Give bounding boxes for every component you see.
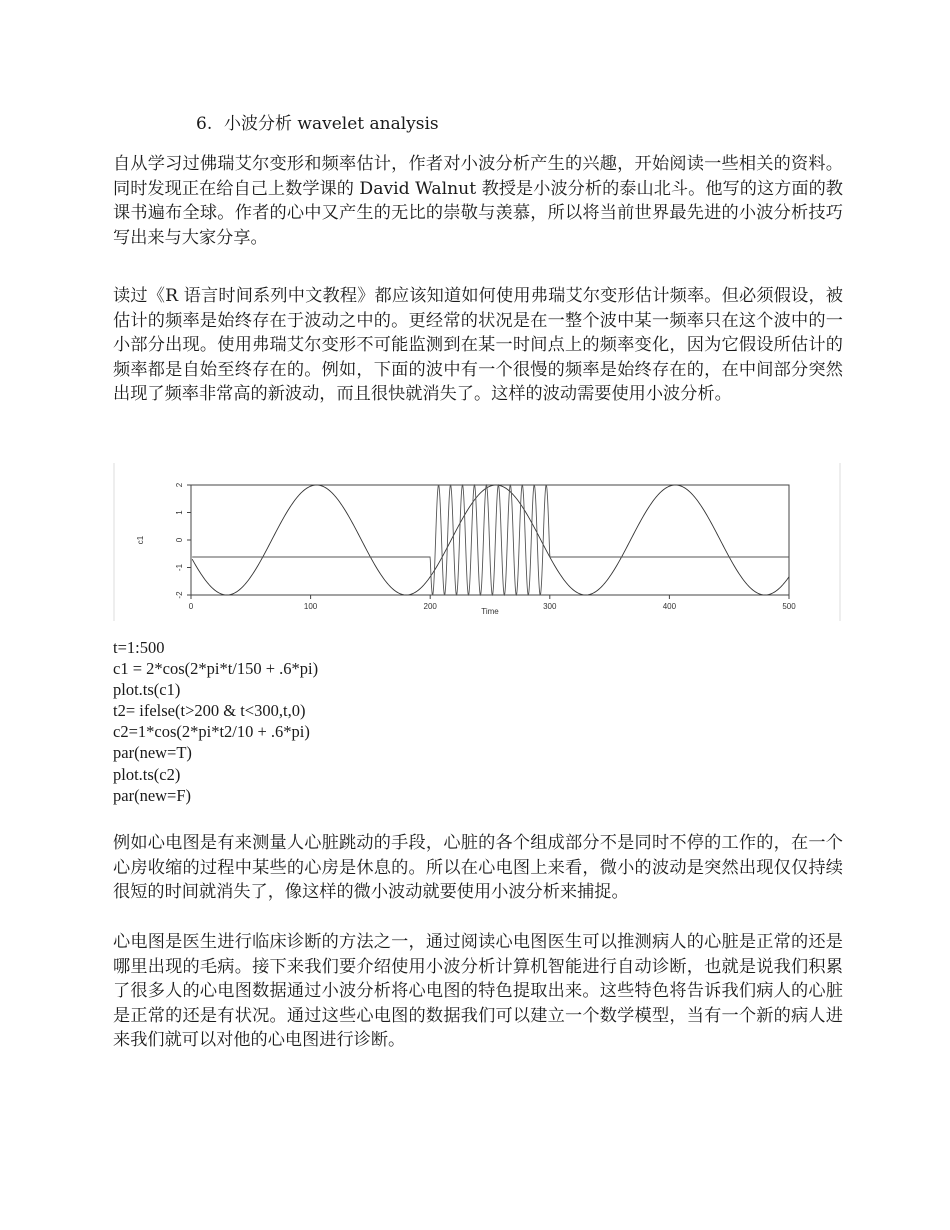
- y-tick-label: -1: [175, 563, 184, 572]
- paragraph: 自从学习过佛瑞艾尔变形和频率估计，作者对小波分析产生的兴趣，开始阅读一些相关的资料。同时发现正在给自己上数学课的 David Walnut 教授是小波分析的泰山北斗。他写的这方面的教课书遍布全球。作者的心中又产生的无比的崇敬与羡慕，所以将当前世界最先进的小波分析技巧写出来与大家分享。: [113, 154, 843, 248]
- x-tick-label: 300: [543, 602, 557, 611]
- x-axis-label: Time: [481, 607, 499, 616]
- section-number: 6.: [196, 114, 213, 134]
- y-tick-label: 1: [175, 510, 184, 515]
- r-code-block: [113, 637, 318, 806]
- section-title: 小波分析 wavelet analysis: [224, 114, 439, 134]
- code-line: c2=1*cos(2*pi*t2/10 + .6*pi): [113, 722, 310, 742]
- y-tick-label: 2: [175, 482, 184, 488]
- x-tick-label: 100: [303, 602, 318, 611]
- paragraph: 例如心电图是有来测量人心脏跳动的手段，心脏的各个组成部分不是同时不停的工作的，在一个心房收缩的过程中某些的心房是休息的。所以在心电图上来看，微小的波动是突然出现仅仅持续很短的时间就消失了，像这样的微小波动就要使用小波分析来捕捉。: [113, 833, 843, 902]
- wave-plot: [113, 463, 841, 621]
- code-line: plot.ts(c1): [113, 680, 181, 700]
- section-heading: [196, 112, 439, 136]
- y-axis-label: c1: [136, 535, 145, 545]
- y-tick-label: 0: [175, 537, 184, 543]
- wave-plot-figure: [113, 463, 841, 621]
- y-tick-label: -2: [175, 591, 184, 599]
- series-c2-line: [192, 485, 789, 595]
- paragraph: 读过《R 语言时间系列中文教程》都应该知道如何使用弗瑞艾尔变形估计频率。但必须假设，被估计的频率是始终存在于波动之中的。更经常的状况是在一整个波中某一频率只在这个波中的一小部分出现。使用弗瑞艾尔变形不可能监测到在某一时间点上的频率变化，因为它假设所估计的频率都是自始至终存在的。例如，下面的波中有一个很慢的频率是始终存在的，在中间部分突然出现了频率非常高的新波动，而且很快就消失了。这样的波动需要使用小波分析。: [113, 286, 843, 404]
- paragraph: 心电图是医生进行临床诊断的方法之一，通过阅读心电图医生可以推测病人的心脏是正常的还是哪里出现的毛病。接下来我们要介绍使用小波分析计算机智能进行自动诊断，也就是说我们积累了很多人的心电图数据通过小波分析将心电图的特色提取出来。这些特色将告诉我们病人的心脏是正常的还是有状况。通过这些心电图的数据我们可以建立一个数学模型，当有一个新的病人进来我们就可以对他的心电图进行诊断。: [113, 932, 843, 1050]
- code-line: t=1:500: [113, 638, 165, 657]
- code-line: plot.ts(c2): [113, 764, 181, 784]
- plot-frame: [191, 485, 789, 595]
- code-line: par(new=T): [113, 743, 192, 763]
- x-tick-label: 400: [662, 602, 677, 611]
- x-tick-label: 0: [188, 602, 194, 611]
- x-tick-label: 200: [423, 602, 437, 611]
- code-line: c1 = 2*cos(2*pi*t/150 + .6*pi): [113, 659, 319, 679]
- code-line: t2= ifelse(t>200 & t<300,t,0): [113, 701, 306, 721]
- code-line: par(new=F): [113, 785, 192, 805]
- x-tick-label: 500: [782, 602, 796, 611]
